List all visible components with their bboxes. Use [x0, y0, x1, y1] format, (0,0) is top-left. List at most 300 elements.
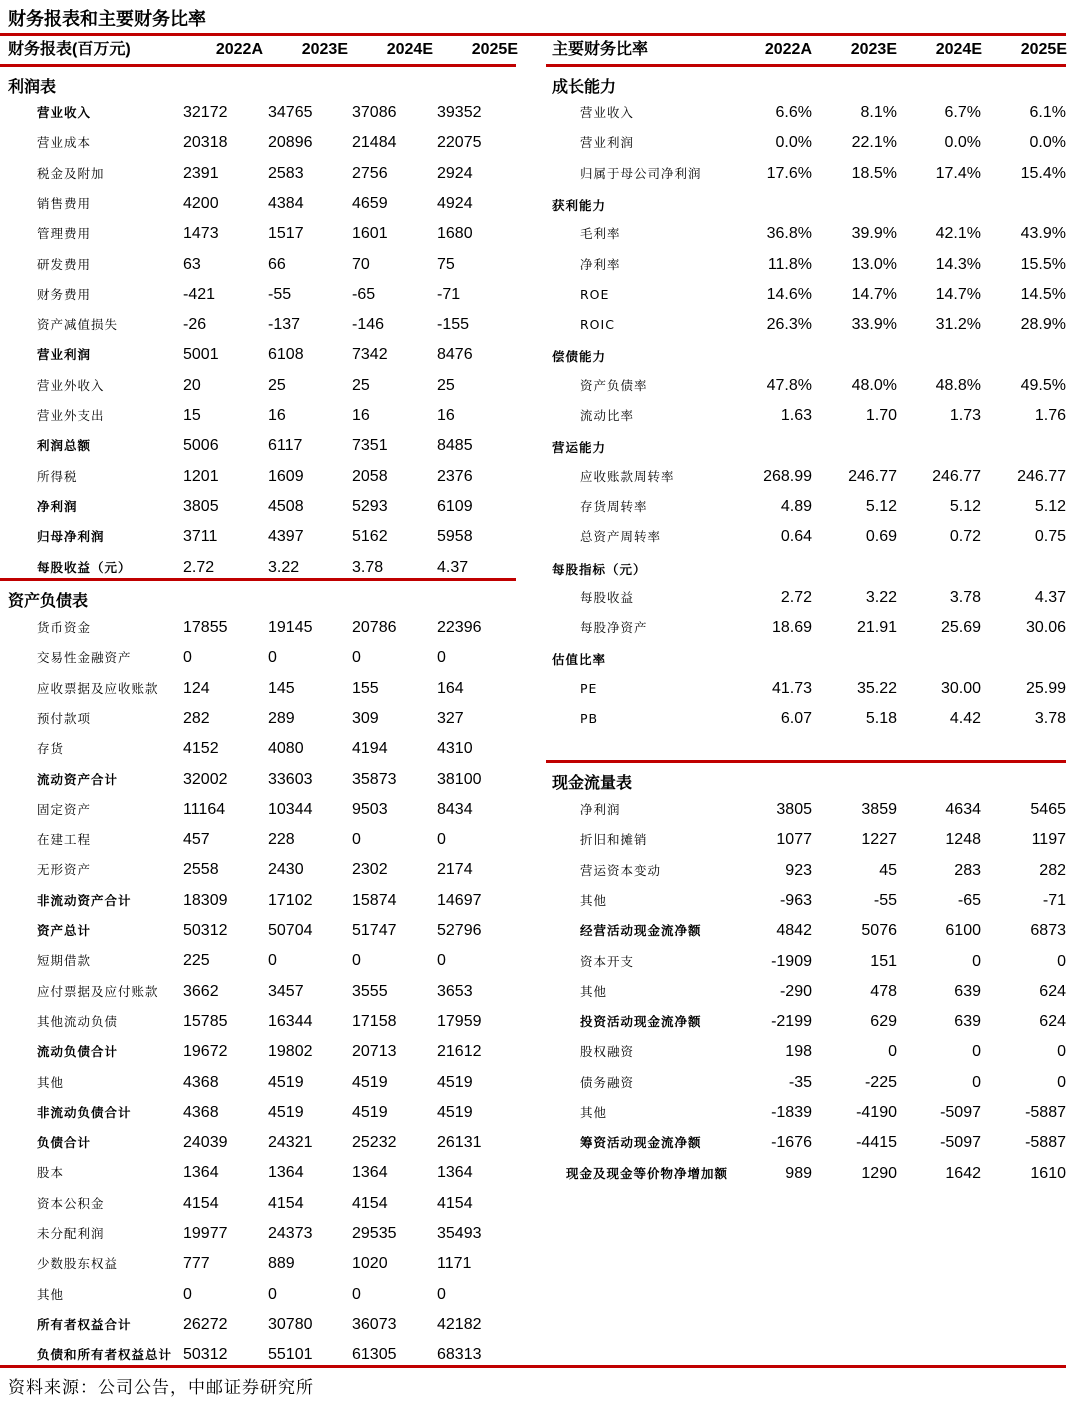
balance-cell: 38100 [437, 770, 482, 788]
ratio-row-label: ROE [580, 286, 610, 302]
ratio-cell: 25.69 [940, 619, 981, 637]
cashflow-row [546, 795, 1066, 825]
income-row [0, 401, 516, 431]
cashflow-cell: 639 [954, 982, 981, 1000]
balance-cell: 50312 [183, 922, 228, 939]
income-cell: 3805 [183, 497, 219, 515]
income-row-label: 管理费用 [37, 226, 92, 242]
ratio-cell: 1.73 [949, 407, 981, 424]
income-row [0, 310, 516, 340]
ratio-row [546, 128, 1066, 158]
balance-cell: 2430 [268, 861, 304, 879]
balance-cell: 61305 [352, 1346, 397, 1364]
income-row [0, 553, 516, 583]
ratio-cell: 33.9% [851, 316, 897, 334]
balance-cell: 26131 [437, 1134, 482, 1152]
ratio-row [546, 310, 1066, 340]
ratio-cell: 5.12 [1034, 497, 1066, 515]
ratio-cell: 14.5% [1020, 285, 1066, 303]
balance-cell: 4152 [183, 740, 219, 758]
ratio-cell: 6.07 [780, 710, 812, 727]
balance-cell: 0 [352, 831, 361, 849]
balance-cell: 0 [183, 1285, 192, 1303]
income-cell: 6108 [268, 346, 304, 364]
balance-cell: 19977 [183, 1225, 228, 1242]
cashflow-cell: -2199 [771, 1013, 812, 1031]
income-cell: 63 [183, 255, 201, 273]
income-cell: 37086 [352, 104, 397, 121]
balance-cell: 24321 [268, 1134, 313, 1152]
ratio-cell: 5.12 [865, 497, 897, 515]
year-2025-header: 2025E [471, 41, 518, 58]
balance-cell: 24373 [268, 1225, 313, 1242]
balance-cell: 4519 [437, 1103, 473, 1121]
ratio-cell: 0.0% [775, 134, 812, 152]
balance-cell: 42182 [437, 1315, 482, 1333]
balance-cell: 4310 [437, 740, 473, 758]
income-cell: 4659 [352, 194, 388, 212]
balance-row-label: 其他 [37, 1074, 65, 1090]
cashflow-row [546, 977, 1066, 1007]
cashflow-cell: 629 [870, 1013, 897, 1031]
income-row [0, 492, 516, 522]
income-cell: 8476 [437, 346, 473, 364]
left-header-rule [0, 64, 516, 67]
ratio-cell: 14.3% [935, 255, 981, 273]
cashflow-row-label: 其他 [580, 892, 608, 908]
balance-cell: 4154 [352, 1194, 388, 1212]
balance-cell: 35873 [352, 770, 397, 788]
source-note: 资料来源：公司公告，中邮证券研究所 [8, 1378, 314, 1398]
balance-cell: 19672 [183, 1043, 228, 1061]
ratio-row-label: 应收账款周转率 [580, 468, 675, 484]
income-cell: 2391 [183, 164, 219, 182]
cashflow-cell: -4415 [856, 1134, 897, 1152]
balance-cell: 777 [183, 1255, 210, 1273]
balance-row [0, 1158, 516, 1188]
ratio-cell: 47.8% [766, 376, 812, 394]
balance-row [0, 1249, 516, 1279]
balance-row [0, 886, 516, 916]
balance-row [0, 704, 516, 734]
income-cell: -137 [268, 316, 301, 334]
cashflow-cell: -35 [788, 1073, 812, 1091]
income-cell: 5162 [352, 528, 388, 546]
ratio-cell: 22.1% [851, 134, 897, 152]
income-cell: 6117 [268, 437, 303, 455]
income-row [0, 462, 516, 492]
income-cell: 2058 [352, 467, 388, 485]
balance-row [0, 825, 516, 855]
ratio-cell: 28.9% [1020, 316, 1066, 334]
cashflow-cell: 923 [785, 861, 812, 879]
cashflow-cell: -71 [1042, 891, 1066, 909]
balance-cell: 0 [268, 649, 277, 667]
ratio-cell: 18.69 [771, 619, 812, 637]
balance-row-label: 无形资产 [37, 862, 92, 878]
balance-cell: 289 [268, 709, 295, 727]
ratio-row-label: ROIC [580, 317, 615, 333]
income-cell: 1680 [437, 225, 473, 243]
ratio-row [546, 613, 1066, 643]
ratio-cell: 1.76 [1034, 407, 1066, 424]
income-cell: 3711 [183, 528, 218, 546]
income-cell: 15 [183, 407, 201, 424]
ratio-row-label: 营业收入 [580, 105, 635, 120]
balance-cell: 0 [183, 649, 192, 667]
balance-row [0, 1068, 516, 1098]
ratio-cell: 13.0% [851, 255, 897, 273]
balance-row [0, 765, 516, 795]
ratio-row-label: 净利率 [580, 256, 621, 272]
income-row-label: 营业外收入 [37, 377, 105, 393]
balance-row [0, 916, 516, 946]
income-cell: 4924 [437, 194, 473, 212]
income-row [0, 189, 516, 219]
cashflow-row [546, 1098, 1066, 1128]
income-cell: 4397 [268, 528, 304, 546]
income-cell: 4508 [268, 497, 304, 515]
ratio-row-label: 每股净资产 [580, 620, 648, 636]
ratio-cell: 26.3% [766, 316, 812, 334]
ratio-cell: 1.63 [780, 407, 812, 424]
ratio-cell: 11.8% [767, 255, 812, 273]
balance-cell: 889 [268, 1255, 295, 1273]
income-cell: -65 [352, 285, 376, 303]
cashflow-cell: 0 [972, 1043, 981, 1061]
ratio-row [546, 280, 1066, 310]
balance-cell: 164 [437, 679, 464, 697]
ratio-row [546, 159, 1066, 189]
income-cell: -26 [183, 316, 207, 334]
ratio-cell: 15.4% [1020, 164, 1066, 182]
balance-row-label: 股本 [37, 1165, 65, 1181]
balance-row [0, 613, 516, 643]
cashflow-cell: 1227 [861, 831, 897, 849]
balance-row-label: 在建工程 [37, 832, 92, 848]
cashflow-cell: 1077 [776, 831, 812, 849]
ratio-row-label: 资产负债率 [580, 377, 648, 393]
cashflow-section-title: 现金流量表 [552, 775, 633, 792]
cashflow-row [546, 947, 1066, 977]
balance-row [0, 855, 516, 885]
income-cell: 2756 [352, 164, 388, 182]
cashflow-cell: -1839 [771, 1104, 812, 1121]
ratio-cell: 246.77 [1017, 467, 1066, 485]
balance-cell: 19145 [268, 619, 313, 636]
ratio-row-label: 营业利润 [580, 135, 635, 151]
balance-cell: 0 [437, 831, 446, 849]
balance-cell: 4080 [268, 740, 304, 758]
income-cell: 16 [268, 407, 286, 424]
ratio-cell: 0.75 [1034, 528, 1066, 546]
ratio-row [546, 250, 1066, 280]
income-cell: 1601 [352, 225, 388, 243]
cashflow-top-rule [546, 760, 1066, 763]
balance-row [0, 1128, 516, 1158]
income-cell: 1473 [183, 225, 219, 243]
balance-row [0, 1280, 516, 1310]
balance-cell: 1171 [437, 1255, 472, 1273]
ratio-cell: 0.0% [944, 134, 981, 152]
balance-cell: 228 [268, 831, 295, 849]
balance-row-label: 非流动资产合计 [37, 892, 132, 908]
ratio-group-title: 营运能力 [552, 440, 607, 456]
ratio-cell: 3.22 [865, 588, 897, 606]
cashflow-cell: -5097 [940, 1134, 981, 1152]
balance-cell: 0 [437, 649, 446, 667]
ratio-cell: 43.9% [1020, 225, 1066, 243]
balance-cell: 19802 [268, 1043, 313, 1061]
ratio-row-label: 总资产周转率 [580, 529, 662, 545]
ratio-cell: 39.9% [851, 225, 897, 243]
cashflow-row [546, 1068, 1066, 1098]
balance-cell: 327 [437, 709, 464, 727]
income-cell: 8485 [437, 437, 473, 455]
income-row-label: 归母净利润 [37, 529, 105, 545]
balance-row [0, 1189, 516, 1219]
balance-cell: 225 [183, 952, 210, 970]
balance-cell: 2558 [183, 861, 219, 879]
cashflow-cell: 45 [879, 861, 897, 879]
cashflow-cell: 0 [1057, 1043, 1066, 1061]
cashflow-row-label: 筹资活动现金流净额 [580, 1135, 702, 1151]
cashflow-cell: -1909 [771, 952, 812, 970]
balance-cell: 8434 [437, 800, 473, 818]
balance-cell: 18309 [183, 891, 228, 909]
income-cell: 5293 [352, 497, 388, 515]
page-title: 财务报表和主要财务比率 [8, 9, 206, 29]
income-cell: -71 [437, 285, 461, 303]
income-cell: 20318 [183, 134, 228, 152]
ratio-row-label: 流动比率 [580, 408, 635, 423]
balance-section-title: 资产负债表 [8, 593, 89, 610]
balance-cell: 4368 [183, 1103, 219, 1121]
balance-cell: 4154 [183, 1194, 219, 1212]
balance-cell: 30780 [268, 1315, 313, 1333]
cashflow-row-label: 折旧和摊销 [580, 832, 648, 848]
income-row-label: 营业利润 [37, 347, 92, 363]
balance-cell: 0 [268, 952, 277, 970]
income-cell: -146 [352, 316, 385, 334]
balance-row-label: 负债合计 [37, 1135, 92, 1151]
ratio-cell: 8.1% [860, 104, 897, 121]
balance-cell: 21612 [437, 1043, 482, 1061]
balance-cell: 29535 [352, 1225, 397, 1242]
balance-cell: 15874 [352, 891, 397, 909]
cashflow-cell: 0 [972, 952, 981, 970]
cashflow-row-label: 现金及现金等价物净增加额 [566, 1165, 729, 1181]
balance-row-label: 资本公积金 [37, 1195, 105, 1211]
ratio-row-label: PB [580, 711, 599, 726]
ratio-cell: 4.42 [949, 710, 981, 727]
cashflow-row [546, 825, 1066, 855]
ratio-row [546, 492, 1066, 522]
ratio-cell: 41.73 [771, 679, 812, 697]
ratio-cell: 31.2% [935, 316, 981, 334]
cashflow-cell: 5076 [861, 922, 897, 940]
balance-cell: 51747 [352, 922, 397, 939]
cashflow-cell: 1610 [1030, 1164, 1066, 1182]
balance-cell: 3653 [437, 982, 473, 1000]
cashflow-cell: -55 [873, 891, 897, 909]
balance-cell: 4154 [268, 1194, 304, 1212]
cashflow-cell: 5465 [1030, 801, 1066, 818]
balance-cell: 4368 [183, 1073, 219, 1091]
income-cell: 7342 [352, 346, 388, 364]
balance-cell: 36073 [352, 1315, 397, 1333]
income-cell: 20896 [268, 134, 313, 152]
ratio-cell: 1.70 [865, 407, 897, 424]
income-cell: 66 [268, 255, 286, 273]
income-cell: 70 [352, 255, 370, 273]
balance-row [0, 674, 516, 704]
balance-row-label: 短期借款 [37, 953, 92, 969]
ratio-row [546, 674, 1066, 704]
ratio-row [546, 219, 1066, 249]
cashflow-row [546, 1007, 1066, 1037]
income-cell: 16 [437, 407, 455, 424]
cashflow-row-label: 其他 [580, 1105, 608, 1120]
balance-cell: 9503 [352, 800, 388, 818]
ratio-cell: 21.91 [856, 619, 897, 637]
cashflow-cell: 282 [1039, 861, 1066, 879]
balance-cell: 457 [183, 831, 210, 849]
ratio-row [546, 522, 1066, 552]
balance-cell: 10344 [268, 800, 313, 818]
cashflow-cell: -5887 [1025, 1104, 1066, 1121]
balance-row [0, 1007, 516, 1037]
ratio-row [546, 462, 1066, 492]
balance-cell: 50704 [268, 922, 313, 939]
income-row-label: 营业外支出 [37, 408, 105, 423]
balance-cell: 4519 [437, 1073, 473, 1091]
balance-cell: 3662 [183, 982, 219, 1000]
ratio-cell: 30.00 [940, 679, 981, 697]
ratio-cell: 25.99 [1025, 679, 1066, 697]
ratio-cell: 5.12 [949, 497, 981, 515]
income-cell: 25 [352, 376, 370, 394]
balance-cell: 35493 [437, 1225, 482, 1242]
balance-cell: 14697 [437, 891, 482, 909]
income-row-label: 税金及附加 [37, 165, 105, 181]
balance-row-label: 交易性金融资产 [37, 650, 132, 666]
cashflow-row [546, 856, 1066, 886]
ratio-cell: 14.6% [766, 285, 812, 303]
ratio-cell: 3.78 [949, 588, 981, 606]
cashflow-cell: 4842 [776, 922, 812, 940]
cashflow-cell: -290 [779, 982, 812, 1000]
ratio-cell: 6.7% [944, 104, 981, 121]
income-cell: 20 [183, 376, 201, 394]
ratio-cell: 17.6% [766, 164, 812, 182]
ratio-group-title: 偿债能力 [552, 349, 607, 365]
balance-row-label: 应收票据及应收账款 [37, 680, 159, 696]
cashflow-cell: 283 [954, 861, 981, 879]
balance-cell: 50312 [183, 1346, 228, 1364]
income-cell: 2.72 [183, 558, 215, 576]
income-row [0, 340, 516, 370]
balance-cell: 55101 [268, 1346, 313, 1364]
balance-cell: 0 [268, 1285, 277, 1303]
balance-cell: 145 [268, 679, 295, 697]
cashflow-row-label: 投资活动现金流净额 [580, 1014, 702, 1030]
balance-cell: 26272 [183, 1315, 228, 1333]
ratio-group-title: 获利能力 [552, 197, 607, 213]
cashflow-row-label: 净利润 [580, 802, 621, 817]
income-cell: 6109 [437, 497, 473, 515]
cashflow-cell: 198 [785, 1043, 812, 1061]
income-cell: 1609 [268, 467, 304, 485]
cashflow-row-label: 其他 [580, 983, 608, 999]
balance-cell: 17855 [183, 619, 228, 636]
cashflow-row-label: 资本开支 [580, 953, 635, 969]
cashflow-cell: 6873 [1030, 922, 1066, 940]
income-row [0, 128, 516, 158]
income-cell: 1201 [183, 467, 219, 485]
income-cell: 2376 [437, 467, 473, 485]
income-row [0, 250, 516, 280]
ratio-cell: 14.7% [851, 285, 897, 303]
ratio-year-2025-header: 2025E [1020, 41, 1067, 58]
ratio-cell: 268.99 [763, 467, 812, 485]
income-row [0, 98, 516, 128]
ratio-cell: 30.06 [1025, 619, 1066, 637]
income-cell: 34765 [268, 104, 313, 121]
balance-cell: 2174 [437, 861, 473, 879]
balance-cell: 4519 [268, 1103, 304, 1121]
income-row-label: 销售费用 [37, 195, 92, 211]
ratio-cell: 48.8% [935, 376, 981, 394]
balance-cell: 3555 [352, 982, 388, 1000]
cashflow-cell: -1676 [771, 1134, 812, 1152]
growth-section-title: 成长能力 [552, 79, 617, 96]
income-cell: 3.78 [352, 558, 384, 576]
ratio-row-label: 存货周转率 [580, 498, 648, 514]
income-cell: 25 [437, 376, 455, 394]
balance-cell: 16344 [268, 1012, 313, 1030]
cashflow-cell: 3859 [861, 801, 897, 818]
balance-cell: 1364 [183, 1164, 219, 1182]
balance-cell: 4194 [352, 740, 388, 758]
balance-cell: 2302 [352, 861, 388, 879]
balance-cell: 282 [183, 709, 210, 727]
cashflow-row [546, 1037, 1066, 1067]
balance-cell: 124 [183, 679, 210, 697]
ratio-cell: 4.89 [780, 497, 812, 515]
cashflow-cell: 0 [972, 1073, 981, 1091]
balance-cell: 309 [352, 709, 379, 727]
year-2023-header: 2023E [301, 41, 348, 58]
cashflow-cell: 3805 [776, 801, 812, 818]
right-header-rule [546, 64, 1066, 67]
ratio-row [546, 704, 1066, 734]
balance-cell: 20713 [352, 1043, 397, 1061]
income-cell: 4384 [268, 194, 304, 212]
cashflow-cell: 639 [954, 1013, 981, 1031]
ratio-cell: 18.5% [851, 164, 897, 182]
balance-row-label: 固定资产 [37, 801, 92, 817]
ratio-cell: 4.37 [1034, 588, 1066, 606]
balance-cell: 4519 [352, 1103, 388, 1121]
balance-cell: 4519 [352, 1073, 388, 1091]
balance-cell: 17158 [352, 1012, 397, 1030]
cashflow-cell: -5097 [940, 1104, 981, 1121]
income-row [0, 219, 516, 249]
balance-cell: 3457 [268, 982, 304, 1000]
left-table-header [8, 37, 518, 63]
income-row-label: 净利润 [37, 498, 78, 514]
